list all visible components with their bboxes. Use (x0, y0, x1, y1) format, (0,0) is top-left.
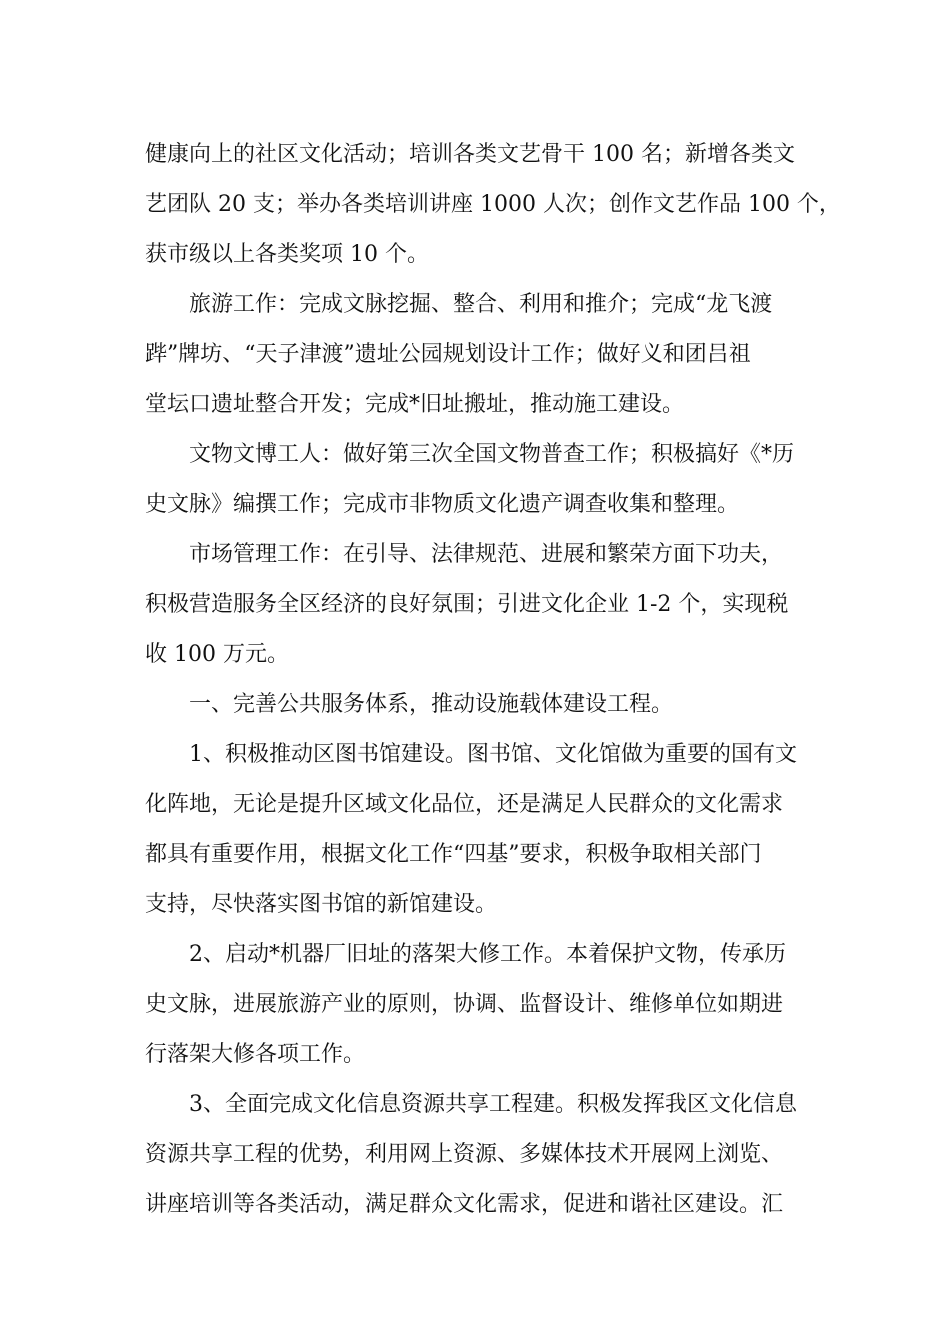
text-line: 支持，尽快落实图书馆的新馆建设。 (145, 892, 498, 917)
text-line: 行落架大修各项工作。 (145, 1042, 366, 1067)
text-line: 堂坛口遗址整合开发；完成*旧址搬址，推动施工建设。 (145, 392, 685, 417)
text-line: 资源共享工程的优势，利用网上资源、多媒体技术开展网上浏览、 (145, 1142, 784, 1167)
text-line: 3、全面完成文化信息资源共享工程建。积极发挥我区文化信息 (145, 1092, 797, 1117)
text-line: 旅游工作：完成文脉挖掘、整合、利用和推介；完成“龙飞渡 (145, 292, 773, 317)
text-line: 跸”牌坊、“天子津渡”遗址公园规划设计工作；做好义和团吕祖 (145, 342, 751, 367)
text-line: 艺团队 20 支；举办各类培训讲座 1000 人次；创作文艺作品 100 个， (145, 192, 841, 217)
text-line: 化阵地，无论是提升区域文化品位，还是满足人民群众的文化需求 (145, 792, 784, 817)
text-line: 市场管理工作：在引导、法律规范、进展和繁荣方面下功夫， (145, 542, 784, 567)
text-line: 史文脉，进展旅游产业的原则，协调、监督设计、维修单位如期进 (145, 992, 784, 1017)
document-body (145, 130, 841, 1230)
text-line: 收 100 万元。 (145, 642, 289, 667)
text-line: 文物文博工人：做好第三次全国文物普查工作；积极搞好《*历 (145, 442, 795, 467)
text-line: 都具有重要作用，根据文化工作“四基”要求，积极争取相关部门 (145, 842, 762, 867)
text-line: 健康向上的社区文化活动；培训各类文艺骨干 100 名；新增各类文 (145, 142, 795, 167)
text-line: 积极营造服务全区经济的良好氛围；引进文化企业 1-2 个，实现税 (145, 592, 789, 617)
text-line: 史文脉》编撰工作；完成市非物质文化遗产调查收集和整理。 (145, 492, 740, 517)
text-line: 2、启动*机器厂旧址的落架大修工作。本着保护文物，传承历 (145, 942, 786, 967)
text-line: 获市级以上各类奖项 10 个。 (145, 242, 429, 267)
text-line: 1、积极推动区图书馆建设。图书馆、文化馆做为重要的国有文 (145, 742, 797, 767)
text-line: 讲座培训等各类活动，满足群众文化需求，促进和谐社区建设。汇 (145, 1192, 784, 1217)
text-line: 一、完善公共服务体系，推动设施载体建设工程。 (145, 692, 674, 717)
